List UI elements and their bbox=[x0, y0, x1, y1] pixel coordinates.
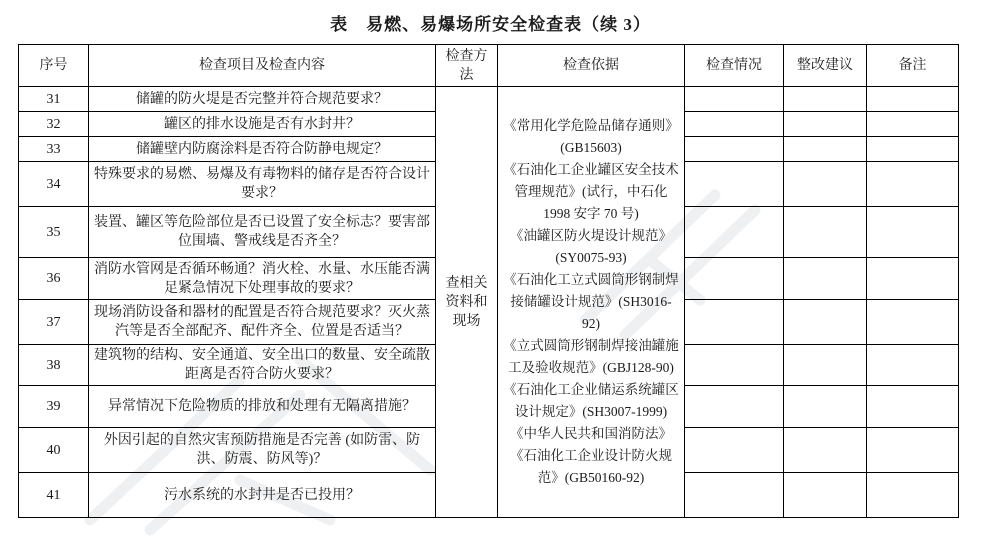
row-number-cell: 37 bbox=[19, 300, 89, 345]
remark-cell bbox=[867, 300, 959, 345]
column-header-suggestion: 整改建议 bbox=[784, 45, 867, 87]
status-cell bbox=[685, 345, 784, 386]
status-cell bbox=[685, 386, 784, 428]
remark-cell bbox=[867, 386, 959, 428]
remark-cell bbox=[867, 258, 959, 300]
remark-cell bbox=[867, 207, 959, 258]
check-item-cell: 污水系统的水封井是否已投用？ bbox=[89, 473, 436, 518]
row-number-cell: 34 bbox=[19, 162, 89, 207]
status-cell bbox=[685, 258, 784, 300]
remark-cell bbox=[867, 162, 959, 207]
basis-reference: 《石油化工企业罐区安全技术管理规范》(试行，中石化 1998 安字 70 号) bbox=[503, 162, 679, 221]
safety-checklist-table bbox=[18, 44, 959, 518]
suggestion-cell bbox=[784, 112, 867, 137]
suggestion-cell bbox=[784, 258, 867, 300]
status-cell bbox=[685, 162, 784, 207]
suggestion-cell bbox=[784, 428, 867, 473]
status-cell bbox=[685, 473, 784, 518]
status-cell bbox=[685, 87, 784, 112]
row-number-cell: 41 bbox=[19, 473, 89, 518]
remark-cell bbox=[867, 112, 959, 137]
status-cell bbox=[685, 428, 784, 473]
table-row bbox=[19, 87, 959, 112]
basis-reference: 《油罐区防火堤设计规范》(SY0075-93) bbox=[510, 228, 672, 265]
suggestion-cell bbox=[784, 386, 867, 428]
row-number-cell: 35 bbox=[19, 207, 89, 258]
row-number-cell: 32 bbox=[19, 112, 89, 137]
row-number-cell: 38 bbox=[19, 345, 89, 386]
status-cell bbox=[685, 300, 784, 345]
check-item-cell: 装置、罐区等危险部位是否已设置了安全标志？要害部位围墙、警戒线是否齐全？ bbox=[89, 207, 436, 258]
suggestion-cell bbox=[784, 162, 867, 207]
status-cell bbox=[685, 137, 784, 162]
column-header-remark: 备注 bbox=[867, 45, 959, 87]
remark-cell bbox=[867, 473, 959, 518]
basis-reference: 《石油化工立式圆筒形钢制焊接储罐设计规范》(SH3016-92) bbox=[503, 272, 679, 331]
page-title: 表 易燃、易爆场所安全检查表（续 3） bbox=[330, 15, 651, 34]
basis-reference: 《中华人民共和国消防法》 bbox=[510, 426, 672, 441]
basis-reference: 《石油化工企业设计防火规范》(GB50160-92) bbox=[510, 448, 672, 485]
column-header-serial: 序号 bbox=[19, 45, 89, 87]
column-header-status: 检查情况 bbox=[685, 45, 784, 87]
column-header-item: 检查项目及检查内容 bbox=[89, 45, 436, 87]
remark-cell bbox=[867, 345, 959, 386]
remark-cell bbox=[867, 87, 959, 112]
check-item-cell: 消防水管网是否循环畅通？消火栓、水量、水压能否满足紧急情况下处理事故的要求？ bbox=[89, 258, 436, 300]
check-item-cell: 现场消防设备和器材的配置是否符合规范要求？灭火蒸汽等是否全部配齐、配件齐全、位置是否适当？ bbox=[89, 300, 436, 345]
suggestion-cell bbox=[784, 137, 867, 162]
basis-reference: 《立式圆筒形钢制焊接油罐施工及验收规范》(GBJ128-90) bbox=[503, 338, 679, 375]
method-cell: 查相关资料和现场 bbox=[436, 87, 498, 518]
column-header-method: 检查方法 bbox=[436, 45, 498, 87]
header-row bbox=[19, 45, 959, 87]
row-number-cell: 33 bbox=[19, 137, 89, 162]
status-cell bbox=[685, 207, 784, 258]
remark-cell bbox=[867, 137, 959, 162]
suggestion-cell bbox=[784, 345, 867, 386]
check-item-cell: 罐区的排水设施是否有水封井？ bbox=[89, 112, 436, 137]
suggestion-cell bbox=[784, 473, 867, 518]
check-item-cell: 异常情况下危险物质的排放和处理有无隔离措施？ bbox=[89, 386, 436, 428]
remark-cell bbox=[867, 428, 959, 473]
check-item-cell: 储罐的防火堤是否完整并符合规范要求？ bbox=[89, 87, 436, 112]
suggestion-cell bbox=[784, 87, 867, 112]
status-cell bbox=[685, 112, 784, 137]
check-item-cell: 外因引起的自然灾害预防措施是否完善 (如防雷、防洪、防震、防风等)？ bbox=[89, 428, 436, 473]
check-item-cell: 特殊要求的易燃、易爆及有毒物料的储存是否符合设计要求？ bbox=[89, 162, 436, 207]
row-number-cell: 31 bbox=[19, 87, 89, 112]
row-number-cell: 40 bbox=[19, 428, 89, 473]
basis-reference: 《常用化学危险品储存通则》(GB15603) bbox=[503, 118, 679, 155]
row-number-cell: 36 bbox=[19, 258, 89, 300]
suggestion-cell bbox=[784, 207, 867, 258]
basis-cell bbox=[498, 87, 685, 518]
suggestion-cell bbox=[784, 300, 867, 345]
basis-reference: 《石油化工企业储运系统罐区设计规定》(SH3007-1999) bbox=[503, 382, 679, 419]
check-item-cell: 储罐壁内防腐涂料是否符合防静电规定？ bbox=[89, 137, 436, 162]
check-item-cell: 建筑物的结构、安全通道、安全出口的数量、安全疏散距离是否符合防火要求？ bbox=[89, 345, 436, 386]
row-number-cell: 39 bbox=[19, 386, 89, 428]
column-header-basis: 检查依据 bbox=[498, 45, 685, 87]
